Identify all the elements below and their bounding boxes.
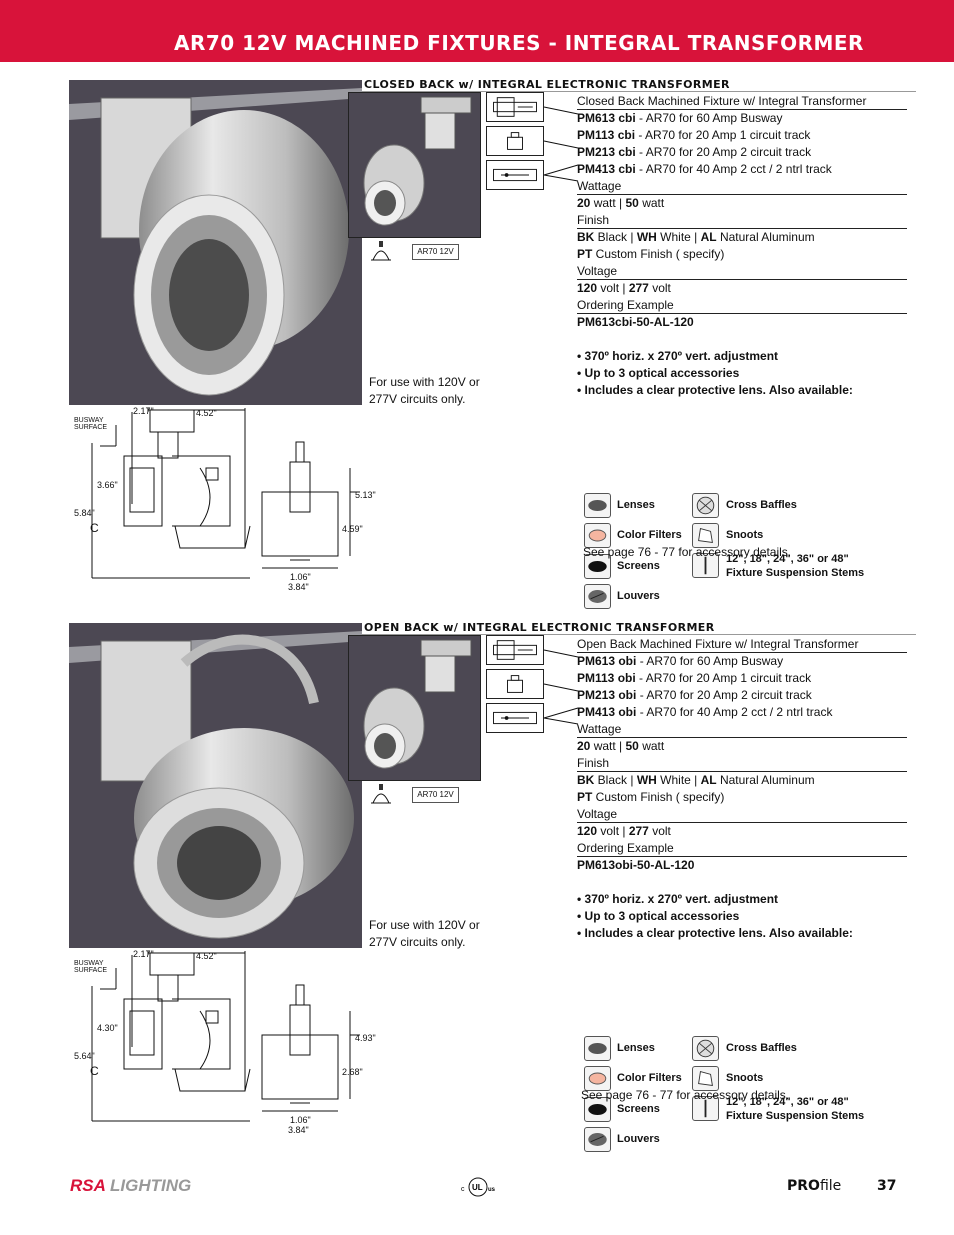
profile-series-logo: PROfile [787,1178,842,1194]
feature-bullets [577,891,907,942]
feature-bullet: • 370º horiz. x 270º vert. adjustment [577,892,779,906]
svg-text:C: C [90,1064,99,1078]
louvers-icon [584,1127,611,1152]
svg-text:2.17": 2.17" [133,406,154,416]
model-row: PM113 cbi - AR70 for 20 Amp 1 circuit track [577,128,811,142]
page-title: AR70 12V MACHINED FIXTURES - INTEGRAL TRANSFORMER [174,31,864,55]
busway-adapter-icon [486,92,544,122]
finish-heading: Finish [577,755,907,772]
accessory-page-reference: See page 76 - 77 for accessory details. [583,545,792,559]
header-banner [0,0,954,62]
finish-options: BK Black | WH White | AL Natural Aluminum [577,230,815,244]
voltage-heading: Voltage [577,263,907,280]
lenses-icon [584,1036,611,1061]
finish-custom: PT Custom Finish ( specify) [577,790,725,804]
rsa-lighting-logo: RSA LIGHTING [70,1176,192,1195]
svg-text:3.66": 3.66" [97,480,118,490]
lamp-icon [370,240,392,266]
dimension-drawing [70,949,376,1135]
open-back-section: OPEN BACK w/ INTEGRAL ELECTRONIC TRANSFORMER AR70 12V For use with 120V or 277V circuits only. Open Back Machined Fixture w/ Integral Transformer PM613 obi - AR70 for 60 Amp Busway PM113 obi - AR70 for 20 Amp 1 circuit track PM213 obi - AR70 for 20 Amp 2 circuit track PM413 obi - AR70 for 40 Amp 2 cct / 2 ntrl track Wattage 20 watt | 50 watt Finish BK Black | WH White | AL Natural Aluminum PT Custom Finish ( specify) Voltage 120 volt | 277 volt Ordering Example PM613obi-50-AL-120 • 370º horiz. x 270º vert. adjustment • Up to 3 optical accessories • Includes a clear protective lens. Also available: Lenses Color Filters Screens Louvers Cross Baffles Snoots 12", 18", 24", 36" or 48" Fixture Suspension Stems See page 76 - 77 for accessory details. BUSWAY SURFACE 2.17" 4.52" 4.30" 5.64" C 4.93" 2.68" 1.06" 3.84" [0,621,954,1161]
svg-text:1.06": 1.06" [290,1115,311,1125]
product-title: Closed Back Machined Fixture w/ Integral Transformer [577,93,907,110]
model-row: PM613 cbi - AR70 for 60 Amp Busway [577,111,783,125]
page-number: 37 [877,1178,897,1194]
wattage-options: 20 watt | 50 watt [577,739,665,753]
svg-text:3.84": 3.84" [288,582,309,592]
voltage-options: 120 volt | 277 volt [577,281,671,295]
finish-custom: PT Custom Finish ( specify) [577,247,725,261]
svg-text:2.17": 2.17" [133,949,154,959]
fixture-illustration [69,80,362,405]
section-heading: CLOSED BACK w/ INTEGRAL ELECTRONIC TRANSFORMER [364,78,730,91]
svg-text:us: us [488,1187,496,1193]
model-connector-lines [544,92,578,192]
fixture-inset-photo [348,635,481,781]
feature-bullet: • Up to 3 optical accessories [577,366,740,380]
cross-baffles-icon [692,1036,719,1061]
svg-text:4.52": 4.52" [196,408,217,418]
svg-text:3.84": 3.84" [288,1125,309,1135]
svg-text:5.64": 5.64" [74,1051,95,1061]
spacer [577,874,907,891]
product-title: Open Back Machined Fixture w/ Integral Transformer [577,636,907,653]
model-row: PM213 cbi - AR70 for 20 Amp 2 circuit track [577,145,812,159]
fixture-inset-illustration [349,93,482,239]
model-row: PM613 obi - AR70 for 60 Amp Busway [577,654,784,668]
lamp-icon [370,783,392,809]
svg-text:UL: UL [472,1183,483,1192]
fixture-illustration [69,623,362,948]
lenses-icon [584,493,611,518]
circuits-note: For use with 120V or 277V circuits only. [369,375,480,406]
finish-heading: Finish [577,212,907,229]
fixture-inset-illustration [349,636,482,782]
svg-text:4.59": 4.59" [342,524,363,534]
model-list [577,653,907,721]
svg-text:4.93": 4.93" [355,1033,376,1043]
feature-bullet: • Includes a clear protective lens. Also available: [577,926,853,940]
svg-text:SURFACE: SURFACE [74,424,108,431]
svg-text:c: c [461,1186,465,1193]
spec-list [577,636,907,942]
accessory-page-reference: See page 76 - 77 for accessory details. [581,1088,790,1102]
svg-text:4.52": 4.52" [196,951,217,961]
voltage-options: 120 volt | 277 volt [577,824,671,838]
ordering-heading: Ordering Example [577,297,907,314]
wattage-heading: Wattage [577,178,907,195]
feature-bullet: • Up to 3 optical accessories [577,909,740,923]
ul-listed-mark [458,1176,498,1198]
fixture-photo [69,623,362,948]
two-circuit-adapter-icon [486,160,544,190]
one-circuit-adapter-icon [486,669,544,699]
busway-adapter-icon [486,635,544,665]
one-circuit-adapter-icon [486,126,544,156]
voltage-heading: Voltage [577,806,907,823]
feature-bullet: • 370º horiz. x 270º vert. adjustment [577,349,779,363]
svg-text:2.68": 2.68" [342,1067,363,1077]
section-heading: OPEN BACK w/ INTEGRAL ELECTRONIC TRANSFORMER [364,621,715,634]
svg-text:SURFACE: SURFACE [74,967,108,974]
svg-text:5.13": 5.13" [355,490,376,500]
svg-text:4.30": 4.30" [97,1023,118,1033]
circuits-note: For use with 120V or 277V circuits only. [369,918,480,949]
model-row: PM213 obi - AR70 for 20 Amp 2 circuit track [577,688,812,702]
ordering-example: PM613cbi-50-AL-120 [577,315,694,329]
wattage-heading: Wattage [577,721,907,738]
model-row: PM113 obi - AR70 for 20 Amp 1 circuit track [577,671,812,685]
svg-text:BUSWAY: BUSWAY [74,960,104,967]
fixture-inset-photo [348,92,481,238]
feature-bullets [577,348,907,399]
model-row: PM413 obi - AR70 for 40 Amp 2 cct / 2 ntrl track [577,705,833,719]
two-circuit-adapter-icon [486,703,544,733]
fixture-photo [69,80,362,405]
model-connector-lines [544,635,578,735]
finish-options: BK Black | WH White | AL Natural Aluminum [577,773,815,787]
dimension-drawing [70,406,376,592]
spec-list [577,93,907,399]
wattage-options: 20 watt | 50 watt [577,196,665,210]
lamp-type-label: AR70 12V [412,787,459,803]
model-row: PM413 cbi - AR70 for 40 Amp 2 cct / 2 ntrl track [577,162,832,176]
feature-bullet: • Includes a clear protective lens. Also available: [577,383,853,397]
model-list [577,110,907,178]
spacer [577,331,907,348]
svg-text:1.06": 1.06" [290,572,311,582]
svg-text:BUSWAY: BUSWAY [74,417,104,424]
svg-text:5.84": 5.84" [74,508,95,518]
svg-text:C: C [90,521,99,535]
louvers-icon [584,584,611,609]
lamp-type-label: AR70 12V [412,244,459,260]
ordering-example: PM613obi-50-AL-120 [577,858,695,872]
cross-baffles-icon [692,493,719,518]
ordering-heading: Ordering Example [577,840,907,857]
closed-back-section: CLOSED BACK w/ INTEGRAL ELECTRONIC TRANSFORMER AR70 12V For use with 120V or 277V circuits only. Closed Back Machined Fixture w/ Integral Transformer PM613 cbi - AR70 for 60 Amp Busway PM113 cbi - AR70 for 20 Amp 1 circuit track PM213 cbi - AR70 for 20 Amp 2 circuit track PM413 cbi - AR70 for 40 Amp 2 cct / 2 ntrl track Wattage 20 watt | 50 watt Finish BK Black | WH White | AL Natural Aluminum PT Custom Finish ( specify) Voltage 120 volt | 277 volt Ordering Example PM613cbi-50-AL-120 • 370º horiz. x 270º vert. adjustment • Up to 3 optical accessories • Includes a clear protective lens. Also available: Lenses Color Filters Screens Louvers Cross Baffles Snoots 12", 18", 24", 36" or 48" Fixture Suspension Stems See page 76 - 77 for accessory details. BUSWAY SURFACE 2.17" 4.52" 3.66" 5.84" C 5.13" 4.59" 1.06" 3.84" [0,78,954,618]
